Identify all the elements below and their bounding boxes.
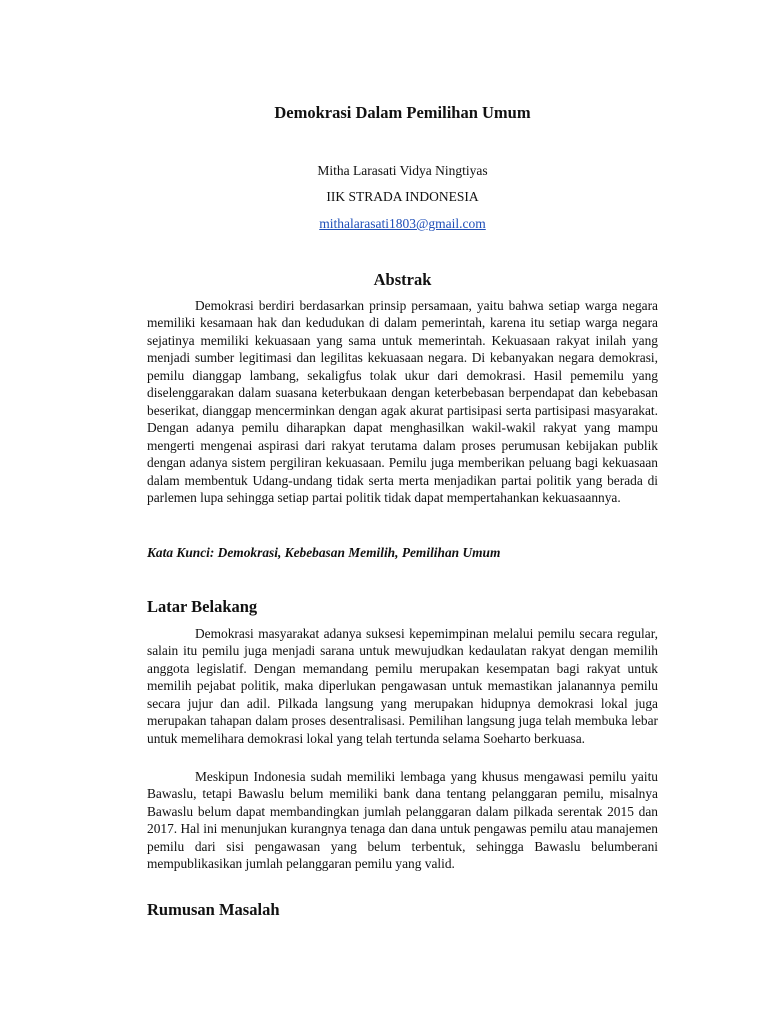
section-heading-latar-belakang: Latar Belakang: [147, 597, 258, 616]
keywords-line: Kata Kunci: Demokrasi, Kebebasan Memilih, Pemilihan Umum: [147, 545, 501, 560]
author-affiliation: IIK STRADA INDONESIA: [326, 189, 479, 204]
section-heading-rumusan-masalah: Rumusan Masalah: [147, 900, 280, 919]
abstract-heading: Abstrak: [373, 270, 432, 289]
abstract-paragraph: Demokrasi berdiri berdasarkan prinsip persamaan, yaitu bahwa setiap warga negara memiliki kesamaan hak dan kedudukan di dalam pemerintah, karena itu setiap warga negara sejatinya memiliki kekuasaan yang sama untuk memerintah. Kekuasaan rakyat inilah yang menjadi sumber legitimasi dan legilitas kekuasaan negara. Di kebanyakan negara demokrasi, pemilu dianggap lambang, sekaligfus tolak ukur dari demokrasi. Hasil pememilu yang diselenggarakan dalam suasana keterbukaan dengan keterbebasan berpendapat dan kebebasan beserikat, dianggap mencerminkan dengan agak akurat partisipasi serta partisipasi masyarakat. Dengan adanya pemilu diharapkan dapat menghasilkan wakil-wakil rakyat yang mampu mengerti mengenai aspirasi dari rakyat terutama dalam proses perumusan kebijakan publik dengan adanya sistem pergiliran kekuasaan. Pemilu juga memberikan peluang bagi kekuasaan dalam membentuk Udang-undang tidak serta merta menjadikan partai politik yang berada di parlemen lupa sehingga setiap partai politik tidak dapat mempertahankan kekuasaannya.: [147, 298, 658, 505]
latar-belakang-paragraph-2: Meskipun Indonesia sudah memiliki lembaga yang khusus mengawasi pemilu yaitu Bawaslu, tetapi Bawaslu belum memiliki bank dana tentang pelanggaran pemilu, misalnya Bawaslu belum dapat membandingkan jumlah pelanggaran dalam pilkada serentak 2015 dan 2017. Hal ini menunjukan kurangnya tenaga dan dana untuk pengawas pemilu atau manajemen pemilu dari sisi pengawasan yang belum terbentuk, sehingga Bawaslu belumberani mempublikasikan jumlah pelanggaran pemilu yang valid.: [147, 769, 658, 872]
author-name: Mitha Larasati Vidya Ningtiyas: [317, 163, 488, 178]
document-title: Demokrasi Dalam Pemilihan Umum: [274, 103, 531, 122]
author-email-link[interactable]: mithalarasati1803@gmail.com: [319, 216, 486, 231]
latar-belakang-paragraph-1: Demokrasi masyarakat adanya suksesi kepemimpinan melalui pemilu secara regular, salain itu pemilu juga menjadi sarana untuk mewujudkan kedaulatan rakyat dengan memilih anggota legislatif. Dengan memandang pemilu merupakan kesempatan bagi rakyat untuk memilih pejabat politik, maka diperlukan pengawasan untuk memastikan jalanannya pemilu secara jujur dan adil. Pilkada langsung yang merupakan hidupnya demokrasi lokal juga merupakan tahapan dalam proses desentralisasi. Pemilihan langsung juga telah membuka lebar untuk memelihara demokrasi lokal yang telah tertunda selama Soeharto berkuasa.: [147, 626, 658, 746]
